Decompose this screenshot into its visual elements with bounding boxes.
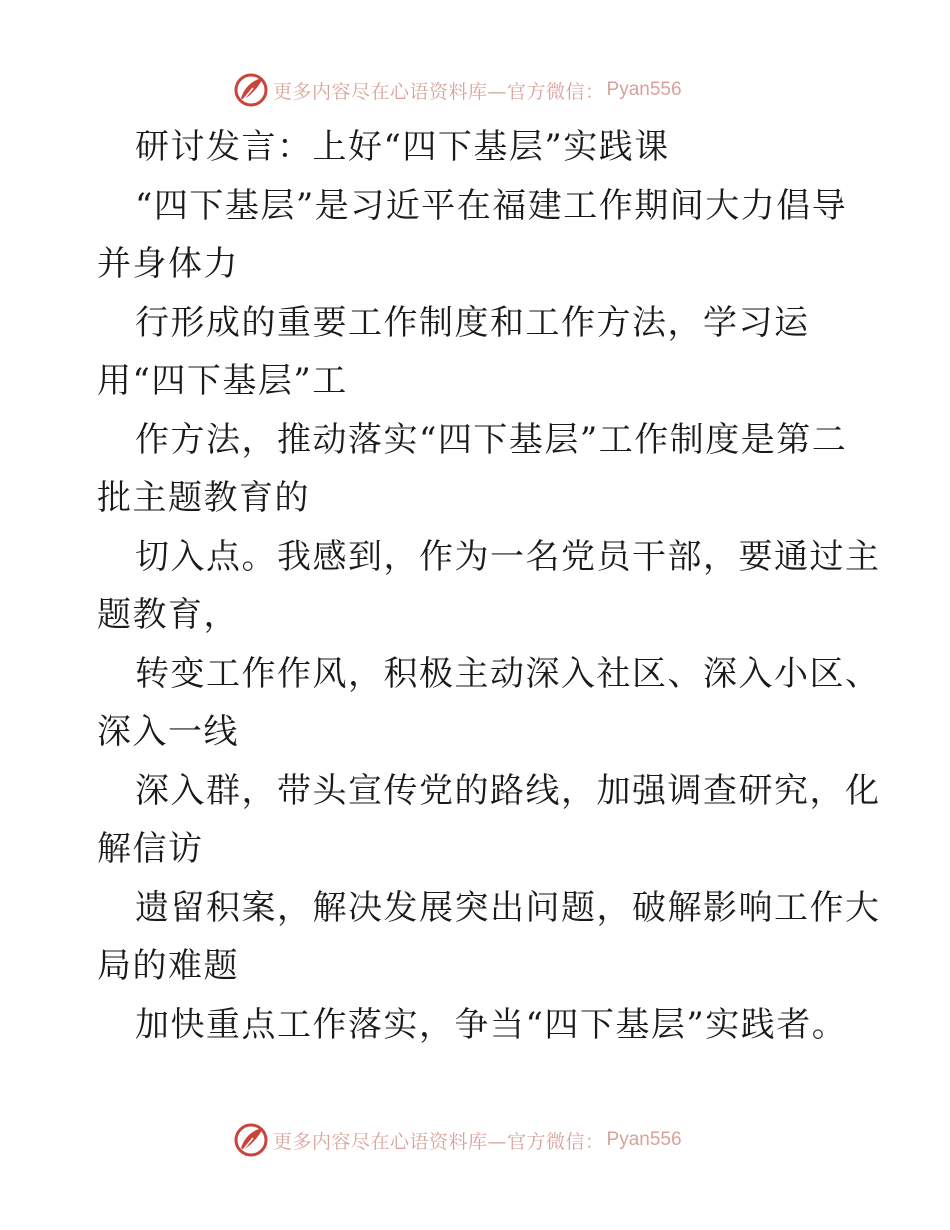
text-line: 用“四下基层”工 [97, 361, 348, 401]
watermark-text: 更多内容尽在心语资料库—官方微信： [273, 1130, 605, 1153]
watermark-text: 更多内容尽在心语资料库—官方微信： [273, 80, 605, 103]
text-line: 行形成的重要工作制度和工作方法，学习运 [135, 302, 810, 343]
text-line: 遗留积案，解决发展突出问题，破解影响工作大 [135, 887, 881, 928]
text-line: 批主题教育的 [97, 478, 310, 518]
text-line: 解信访 [97, 829, 204, 869]
text-line: 切入点。我感到，作为一名党员干部，要通过主 [135, 536, 881, 577]
text-line: 转变工作作风，积极主动深入社区、深入小区、 [135, 653, 881, 694]
text-line: 局的难题 [97, 946, 239, 986]
text-line: 深入一线 [97, 712, 239, 752]
watermark-wechat-id: Pyan556 [606, 1129, 682, 1150]
footer-watermark [233, 1122, 682, 1158]
text-line: 作方法，推动落实“四下基层”工作制度是第二 [135, 419, 848, 460]
document-body [97, 118, 881, 1054]
header-watermark [233, 72, 682, 108]
pen-logo-icon [233, 1122, 269, 1158]
pen-logo-icon [233, 72, 269, 108]
text-line: 题教育， [97, 595, 239, 635]
text-line: 深入群，带头宣传党的路线，加强调查研究，化 [135, 770, 881, 811]
watermark-wechat-id: Pyan556 [606, 79, 682, 100]
text-line: “四下基层”是习近平在福建工作期间大力倡导 [135, 185, 848, 226]
document-title: 研讨发言：上好“四下基层”实践课 [135, 127, 670, 167]
text-line: 加快重点工作落实，争当“四下基层”实践者。 [135, 1004, 848, 1045]
text-line: 并身体力 [97, 244, 239, 284]
